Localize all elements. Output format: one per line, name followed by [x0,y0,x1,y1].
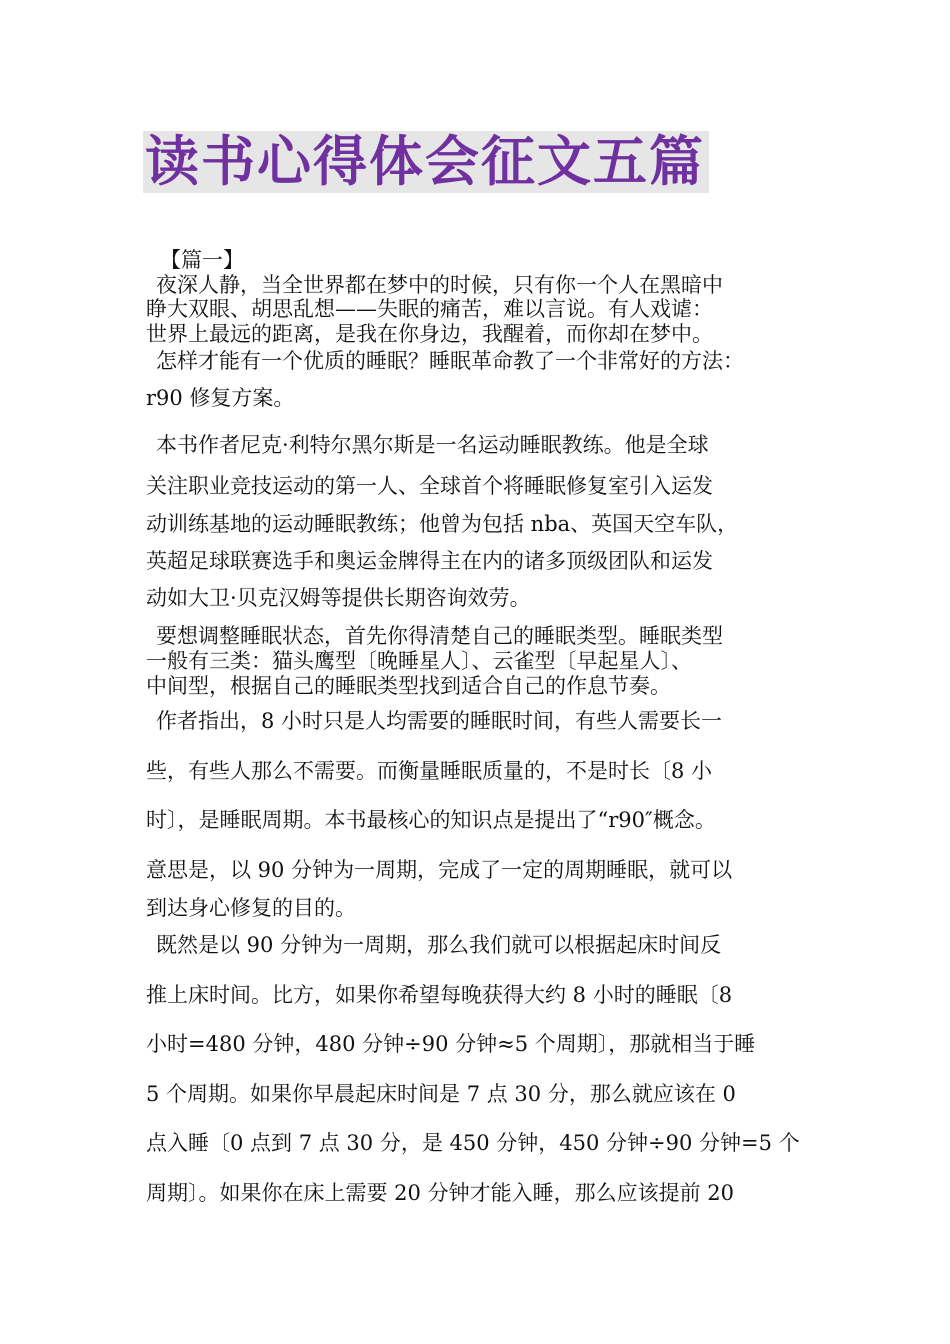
text-line: 既然是以 90 分钟为一周期，那么我们就可以根据起床时间反 [156,933,722,957]
text-line: 点入睡〔0 点到 7 点 30 分，是 450 分钟，450 分钟÷90 分钟=5 个 [146,1131,800,1155]
text-line: 推上床时间。比方，如果你希望每晚获得大约 8 小时的睡眠〔8 [146,983,733,1007]
title-highlight [143,131,709,193]
text-line: 英超足球联赛选手和奥运金牌得主在内的诸多顶级团队和运发 [146,549,713,573]
section-label: 【篇一】 [160,248,244,272]
text-line: 动训练基地的运动睡眠教练；他曾为包括 nba、英国天空车队， [146,512,739,536]
text-line: 一般有三类：猫头鹰型〔晚睡星人〕、云雀型〔早起星人〕、 [146,649,692,673]
text-line: 意思是，以 90 分钟为一周期，完成了一定的周期睡眠，就可以 [146,858,733,882]
page-title: 读书心得体会征文五篇 [145,130,705,193]
text-line: 世界上最远的距离，是我在你身边，我醒着，而你却在梦中。 [146,322,713,346]
text-line: 作者指出，8 小时只是人均需要的睡眠时间，有些人需要长一 [156,709,723,733]
text-line: 到达身心修复的目的。 [146,896,356,920]
text-line: 本书作者尼克·利特尔黑尔斯是一名运动睡眠教练。他是全球 [156,433,709,457]
text-line: 周期〕。如果你在床上需要 20 分钟才能入睡，那么应该提前 20 [146,1181,734,1205]
text-line: 时〕，是睡眠周期。本书最核心的知识点是提出了“r90″概念。 [146,808,716,832]
text-line: 要想调整睡眠状态，首先你得清楚自己的睡眠类型。睡眠类型 [156,624,723,648]
text-line: 动如大卫·贝克汉姆等提供长期咨询效劳。 [146,586,531,610]
text-line: 关注职业竞技运动的第一人、全球首个将睡眠修复室引入运发 [146,474,713,498]
text-line: 中间型，根据自己的睡眠类型找到适合自己的作息节奏。 [146,674,671,698]
text-line: r90 修复方案。 [146,386,295,410]
text-line: 5 个周期。如果你早晨起床时间是 7 点 30 分，那么就应该在 0 [146,1082,736,1106]
text-line: 小时=480 分钟，480 分钟÷90 分钟≈5 个周期〕，那就相当于睡 [146,1032,756,1056]
text-line: 睁大双眼、胡思乱想——失眠的痛苦，难以言说。有人戏谑： [146,297,713,321]
text-line: 夜深人静，当全世界都在梦中的时候，只有你一个人在黑暗中 [156,273,723,297]
text-line: 些，有些人那么不需要。而衡量睡眠质量的，不是时长〔8 小 [146,759,713,783]
text-line: 怎样才能有一个优质的睡眠？睡眠革命教了一个非常好的方法： [156,349,744,373]
